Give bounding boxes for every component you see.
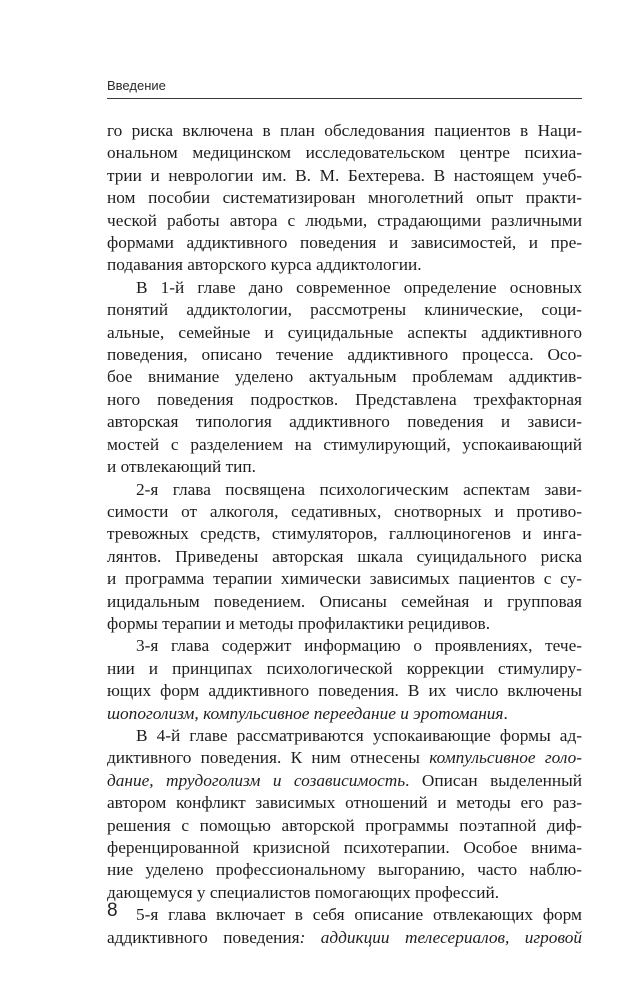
text-line: В 1-й главе дано современное определение основных (136, 277, 582, 297)
paragraph-chapter-2 (107, 479, 582, 636)
text-line: В 4-й главе рассматриваются успокаивающие формы ад- (136, 725, 582, 745)
text-line (107, 747, 582, 769)
text-line: авторская типология аддиктивного поведения и зависи- (107, 412, 582, 432)
paragraph-chapter-3 (107, 635, 582, 725)
text-line: 2-я глава посвящена психологическим аспектам зави- (136, 479, 582, 499)
header-divider (107, 98, 582, 99)
text-line: ние уделено профессиональному выгоранию, часто наблю- (107, 860, 582, 880)
text-line: нии и принципах психологической коррекции стимулиру- (107, 658, 582, 678)
text-line: ческой работы автора с людьми, страдающими различными (107, 210, 582, 230)
italic-text: дание, трудоголизм и созависимость (107, 770, 406, 790)
text-fragment: . (503, 703, 508, 723)
text-line: трии и неврологии им. В. М. Бехтерева. В настоящем учеб- (107, 165, 582, 185)
text-fragment: аддиктивного поведения (107, 927, 300, 947)
text-line: ицидальным поведением. Описаны семейная и групповая (107, 591, 582, 611)
text-line (107, 770, 582, 792)
text-line: мостей с разделением на стимулирующий, успокаивающий (107, 434, 582, 454)
text-line: ного поведения подростков. Представлена трехфакторная (107, 389, 582, 409)
page-number: 8 (107, 900, 118, 921)
text-fragment: . Описан выделенный (405, 770, 582, 790)
text-line: ном пособии систематизирован многолетний опыт практи- (107, 188, 582, 208)
text-line: автором конфликт зависимых отношений и методы его раз- (107, 793, 582, 813)
text-line: формы терапии и методы профилактики рецидивов. (107, 613, 491, 633)
text-line: тревожных средств, стимуляторов, галлюциногенов и инга- (107, 524, 582, 544)
paragraph-chapter-5 (107, 904, 582, 949)
text-line: ональном медицинском исследовательском центре психиа- (107, 143, 582, 163)
text-line: и программа терапии химически зависимых пациентов с су- (107, 569, 582, 589)
text-line: формами аддиктивного поведения и зависимостей, и пре- (107, 233, 582, 253)
text-line: ференцированной кризисной психотерапии. Особое внима- (107, 838, 582, 857)
italic-text: : аддикции телесериалов, игровой (299, 927, 583, 947)
text-line (107, 927, 582, 949)
text-line: подавания авторского курса аддиктологии. (107, 255, 422, 275)
text-line: го риска включена в план обследования пациентов в Наци- (107, 121, 582, 140)
text-line: альные, семейные и суицидальные аспекты аддиктивного (107, 322, 582, 342)
text-line: и отвлекающий тип. (107, 457, 256, 477)
text-line: поведения, описано течение аддиктивного процесса. Осо- (107, 345, 582, 365)
text-line (107, 703, 582, 725)
text-line: симости от алкоголя, седативных, снотворных и противо- (107, 501, 582, 521)
running-header: Введение (107, 78, 166, 93)
paragraph-intro (107, 120, 582, 277)
text-line: понятий аддиктологии, рассмотрены клинические, соци- (107, 300, 582, 320)
italic-text: компульсивное голо- (429, 748, 583, 768)
text-line: бое внимание уделено актуальным проблемам аддиктив- (107, 367, 582, 387)
text-line: дающемуся у специалистов помогающих профессий. (107, 882, 500, 902)
paragraph-chapter-1 (107, 277, 582, 479)
text-line: решения с помощью авторской программы поэтапной диф- (107, 815, 582, 835)
text-line: 5-я глава включает в себя описание отвлекающих форм (136, 905, 582, 925)
page-body (107, 120, 582, 949)
text-line: ющих форм аддиктивного поведения. В их число включены (107, 681, 582, 701)
italic-text: шопоголизм, компульсивное переедание и эротомания (107, 703, 504, 723)
text-line: 3-я глава содержит информацию о проявлениях, тече- (136, 636, 582, 656)
text-fragment: диктивного поведения. К ним отнесены (107, 748, 430, 768)
text-line: лянтов. Приведены авторская шкала суицидального риска (107, 546, 582, 566)
paragraph-chapter-4 (107, 725, 582, 904)
